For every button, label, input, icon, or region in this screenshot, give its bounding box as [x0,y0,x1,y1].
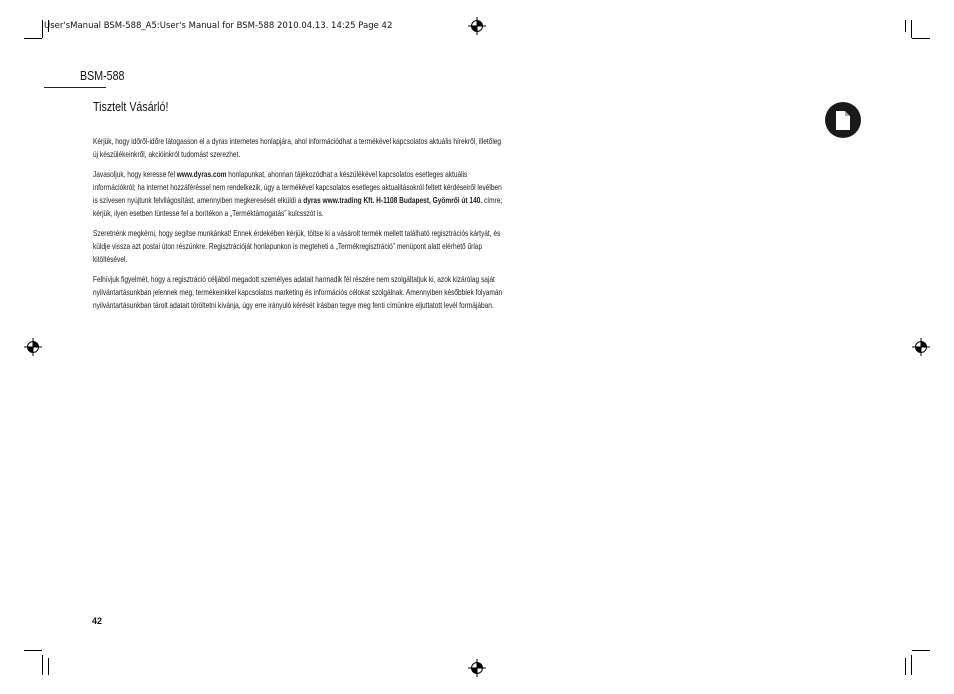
body-paragraph [93,227,504,267]
printer-slug-line: User'sManual BSM-588_A5:User's Manual for BSM-588 2010.04.13. 14:25 Page 42 [44,21,393,31]
body-paragraph [93,273,504,313]
paragraph-text: Javasoljuk, hogy keresse fel [93,168,177,179]
registration-mark-icon [468,17,486,35]
header-rule [44,87,106,88]
paragraph-text: Felhívjuk figyelmét, hogy a regisztráció céljából megadott személyes adatait harmadik fél részére nem szolgáltatjuk ki, azok kizárólag saját nyilvántartásunkban jelennek meg, termékeinkkel kapcsolatos marketing és információs célokat szolgálnak. Amennyiben későbbiek folyamán nyilvántartásunkban tárolt adatait töröltetni kívánja, úgy erre irányuló kérését írásban tegye meg fenti címünkre eljuttatott levél formájában. [93,273,503,311]
paragraph-text: honlapunkat, ahonnan tájékozódhat a készülékével kapcsolatos esetleges aktuális információkról; ha internet hozzáféréssel nem rendelkezik, úgy a termékével kapcsolatos esetleges aktualitásokról feltett kérdéseiről levélben is szívesen nyújtunk felvilágosítást, amennyiben megkeresését elküldi a [93,168,502,206]
emphasis-text: www.dyras.com [176,168,227,179]
paragraph-text: Szeretnénk megkérni, hogy segítse munkánkat! Ennek érdekében kérjük, töltse ki a vásárolt termék mellett található regisztrációs kártyát, és küldje vissza azt postai úton részünkre. Regisztrációját honlapunkon is megteheti a „Termékregisztráció” menüpont alatt elérhető űrlap kitöltésével. [93,227,501,265]
body-paragraph [93,168,504,221]
registration-mark-icon [912,338,930,356]
paragraph-text: Kérjük, hogy időről-időre látogasson el a dyras internetes honlapjára, ahol információdhat a termékével kapcsolatos aktuális hírekről, illetőleg új készülékeinkről, akcióinkról tudomást szerezhet. [93,136,502,160]
document-icon [835,111,851,130]
emphasis-text: dyras www.trading Kft. H-1108 Budapest, Gyömrői út 140. [303,195,483,206]
page-number: 42 [92,616,103,626]
body-paragraph [93,135,504,162]
model-header: BSM-588 [80,68,125,83]
greeting-heading: Tisztelt Vásárló! [93,99,169,114]
registration-mark-icon [468,659,486,677]
registration-mark-icon [24,338,42,356]
body-text [93,135,504,319]
document-badge [825,102,861,138]
paragraph-text: címre; kérjük, ilyen esetben tüntesse fel a borítékon a „Terméktámogatás” kulcsszót is. [93,195,503,219]
